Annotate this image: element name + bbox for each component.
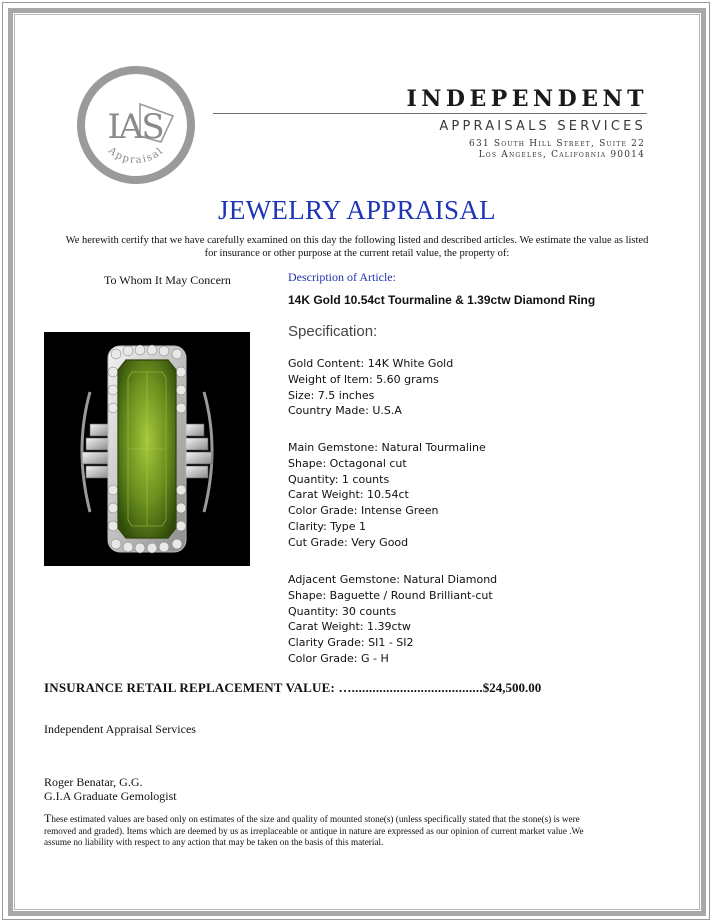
article-title: 14K Gold 10.54ct Tourmaline & 1.39ctw Diamond Ring — [288, 293, 596, 307]
signer-name: Roger Benatar, G.G. — [44, 775, 143, 789]
company-footer: Independent Appraisal Services — [44, 722, 196, 736]
spec-line: Shape: Baguette / Round Brilliant-cut — [288, 588, 493, 602]
spec-line: Country Made: U.S.A — [288, 404, 402, 418]
spec-line: Quantity: 1 counts — [288, 472, 390, 486]
spec-line: Color Grade: Intense Green — [288, 504, 439, 518]
main-gemstone-specs — [288, 440, 486, 551]
document-title: JEWELRY APPRAISAL — [218, 195, 496, 225]
spec-line: Carat Weight: 1.39ctw — [288, 620, 411, 634]
metal-specs — [288, 356, 453, 419]
spec-line: Color Grade: G - H — [288, 651, 389, 665]
spec-line: Main Gemstone: Natural Tourmaline — [288, 441, 486, 454]
spec-line: Weight of Item: 5.60 grams — [288, 372, 439, 386]
spec-line: Size: 7.5 inches — [288, 388, 375, 402]
ring-photo — [44, 332, 250, 566]
ias-logo — [77, 66, 195, 184]
insurance-value-line — [44, 680, 541, 696]
disclaimer-text: hese estimated values are based only on estimates of the size and quality of mounted stone(s) (unless specifically stated that the stone(s) is were removed and graded). Items which are deemed by us as irreplaceable or antique in nature are expressed as our opinion of current market value .We assume no liability with respect to any action that may be taken on the basis of this material. — [44, 814, 584, 847]
spec-line: Clarity: Type 1 — [288, 519, 367, 533]
spec-line: Gold Content: 14K White Gold — [288, 357, 454, 370]
logo-caption-text — [105, 145, 166, 166]
insurance-value-amount: $24,500.00 — [482, 680, 542, 695]
disclaimer — [44, 813, 584, 849]
spec-line: Carat Weight: 10.54ct — [288, 488, 409, 502]
disclaimer-initial: T — [44, 811, 52, 825]
insurance-value-label: INSURANCE RETAIL REPLACEMENT VALUE: …...................................... — [44, 680, 483, 695]
adjacent-gemstone-specs — [288, 572, 497, 667]
recipient: To Whom It May Concern — [104, 273, 231, 287]
certification-statement: We herewith certify that we have carefully examined on this day the following listed and described articles. We estimate the value as listed for insurance or other purpose at the current retail value, the property of: — [65, 235, 649, 259]
spec-line: Clarity Grade: SI1 - SI2 — [288, 636, 414, 650]
company-subtitle: APPRAISALS SERVICES — [439, 119, 646, 134]
header-rule — [213, 113, 647, 114]
spec-line: Adjacent Gemstone: Natural Diamond — [288, 573, 498, 586]
signer-title: G.I.A Graduate Gemologist — [44, 789, 177, 803]
signer-block — [44, 775, 177, 803]
address-line-2: Los Angeles, California 90014 — [478, 150, 645, 160]
spec-line: Shape: Octagonal cut — [288, 456, 407, 470]
logo-caption: Appraisal — [105, 145, 167, 166]
address-line-1: 631 South Hill Street, Suite 22 — [469, 139, 645, 149]
spec-line: Quantity: 30 counts — [288, 604, 397, 618]
logo-monogram: IAS — [107, 107, 163, 147]
spec-line: Cut Grade: Very Good — [288, 535, 409, 549]
description-label: Description of Article: — [288, 270, 396, 284]
company-name: INDEPENDENT — [406, 86, 648, 112]
specification-label: Specification: — [288, 323, 378, 340]
